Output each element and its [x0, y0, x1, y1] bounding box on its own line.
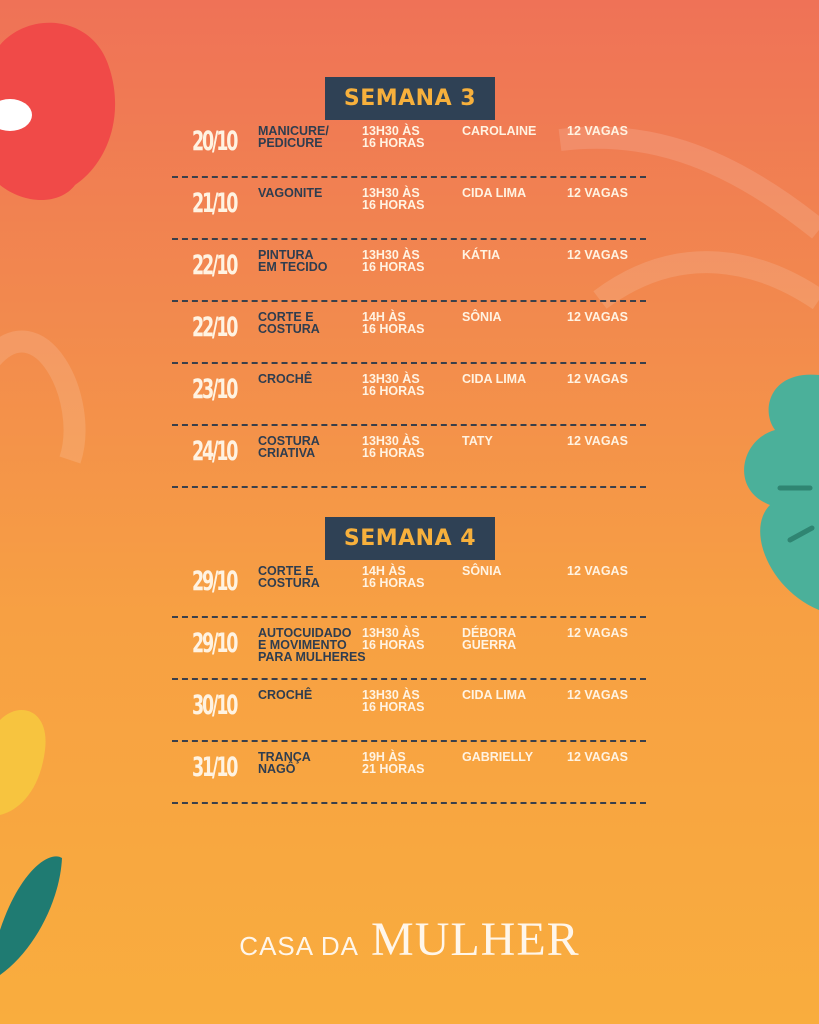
- class-date: 21/10: [192, 188, 237, 219]
- class-activity: TRANÇA NAGÔ: [258, 750, 311, 776]
- class-date: 22/10: [192, 312, 237, 343]
- teal-flower-icon: [744, 375, 819, 610]
- class-time: 13H30 ÀS 16 HORAS: [362, 248, 425, 274]
- class-vagas: 12 VAGAS: [567, 564, 628, 578]
- red-flower-icon: [0, 23, 115, 200]
- class-time: 13H30 ÀS 16 HORAS: [362, 186, 425, 212]
- schedule-row: [172, 680, 646, 742]
- class-time: 13H30 ÀS 16 HORAS: [362, 434, 425, 460]
- week-4-title: SEMANA 4: [325, 517, 495, 560]
- class-activity: CROCHÊ: [258, 688, 313, 702]
- class-activity: CORTE E COSTURA: [258, 310, 320, 336]
- class-vagas: 12 VAGAS: [567, 626, 628, 640]
- class-teacher: SÔNIA: [462, 310, 502, 324]
- class-activity: CORTE E COSTURA: [258, 564, 320, 590]
- class-activity: CROCHÊ: [258, 372, 313, 386]
- schedule-row: [172, 178, 646, 240]
- brand-prefix: CASA DA: [239, 931, 360, 961]
- class-teacher: CIDA LIMA: [462, 186, 527, 200]
- class-vagas: 12 VAGAS: [567, 124, 628, 138]
- class-teacher: SÔNIA: [462, 564, 502, 578]
- schedule-row: [172, 302, 646, 364]
- schedule-row: [172, 556, 646, 618]
- class-activity: VAGONITE: [258, 186, 323, 200]
- week-3-title: SEMANA 3: [325, 77, 495, 120]
- class-time: 13H30 ÀS 16 HORAS: [362, 372, 425, 398]
- class-time: 13H30 ÀS 16 HORAS: [362, 124, 425, 150]
- class-activity: PINTURA EM TECIDO: [258, 248, 328, 274]
- class-teacher: CAROLAINE: [462, 124, 537, 138]
- week-3-schedule: [172, 116, 646, 488]
- class-vagas: 12 VAGAS: [567, 186, 628, 200]
- class-time: 13H30 ÀS 16 HORAS: [362, 626, 425, 652]
- class-teacher: GABRIELLY: [462, 750, 534, 764]
- class-vagas: 12 VAGAS: [567, 310, 628, 324]
- class-time: 14H ÀS 16 HORAS: [362, 310, 425, 336]
- schedule-row: [172, 426, 646, 488]
- class-teacher: DÉBORA GUERRA: [462, 626, 517, 652]
- class-vagas: 12 VAGAS: [567, 688, 628, 702]
- class-date: 30/10: [192, 690, 237, 721]
- class-date: 24/10: [192, 436, 237, 467]
- class-activity: MANICURE/ PEDICURE: [258, 124, 329, 150]
- schedule-row: [172, 364, 646, 426]
- class-vagas: 12 VAGAS: [567, 750, 628, 764]
- class-date: 29/10: [192, 628, 237, 659]
- brand-logo: [0, 912, 819, 967]
- class-vagas: 12 VAGAS: [567, 372, 628, 386]
- brand-name: MULHER: [371, 913, 580, 966]
- class-time: 14H ÀS 16 HORAS: [362, 564, 425, 590]
- class-activity: COSTURA CRIATIVA: [258, 434, 320, 460]
- class-vagas: 12 VAGAS: [567, 434, 628, 448]
- schedule-row: [172, 742, 646, 804]
- class-teacher: TATY: [462, 434, 493, 448]
- class-date: 31/10: [192, 752, 237, 783]
- class-date: 20/10: [192, 126, 237, 157]
- class-time: 19H ÀS 21 HORAS: [362, 750, 425, 776]
- schedule-row: [172, 618, 646, 680]
- class-date: 29/10: [192, 566, 237, 597]
- class-date: 22/10: [192, 250, 237, 281]
- schedule-row: [172, 116, 646, 178]
- class-teacher: CIDA LIMA: [462, 372, 527, 386]
- class-teacher: KÁTIA: [462, 248, 501, 262]
- class-vagas: 12 VAGAS: [567, 248, 628, 262]
- yellow-flower-icon: [0, 710, 46, 815]
- schedule-row: [172, 240, 646, 302]
- class-teacher: CIDA LIMA: [462, 688, 527, 702]
- class-time: 13H30 ÀS 16 HORAS: [362, 688, 425, 714]
- class-activity: AUTOCUIDADO E MOVIMENTO PARA MULHERES: [258, 626, 366, 664]
- week-4-schedule: [172, 556, 646, 804]
- class-date: 23/10: [192, 374, 237, 405]
